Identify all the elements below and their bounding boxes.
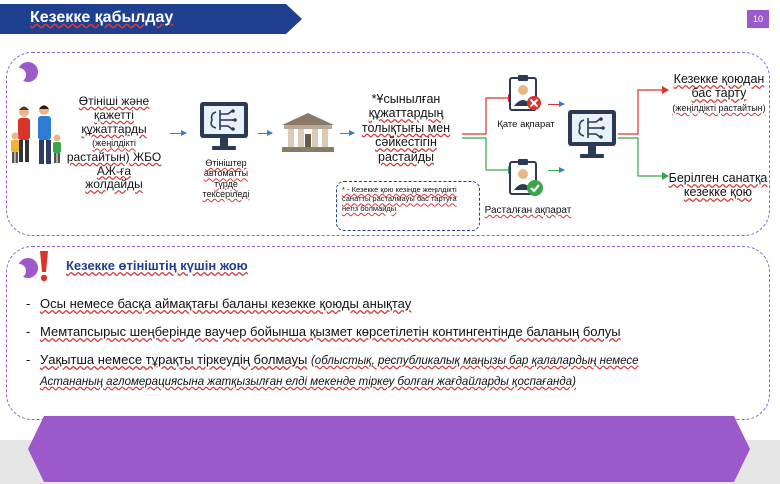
outcome-arrows	[616, 84, 670, 184]
computer-icon	[198, 100, 250, 154]
assigned-text: Берілген санатқа кезекке қою	[668, 171, 768, 200]
approved-document-icon	[508, 158, 546, 200]
list-item: - Мемтапсырыс шеңберінде ваучер бойынша қызмет көрсетілетін контингентінде баланың болуы	[26, 324, 621, 339]
flow-arrow	[170, 133, 186, 134]
page-title: Кезекке қабылдау	[30, 9, 174, 26]
flow-arrow	[548, 104, 564, 105]
refusal-text: Кезекке қоюдан бас тарту (жеңілдікті растайтын)	[672, 72, 766, 113]
list-item: - Уақытша немесе тұрақты тіркеудің болмауы (облыстық, республикалық маңызы бар қалалардың немесе	[26, 352, 639, 367]
footer-banner	[28, 416, 750, 482]
flow-arrow	[548, 170, 564, 171]
note-text: * - Кезекке қою кезінде жеңілдікті санатты расталмауы бас тартуға негіз болмайды	[342, 185, 457, 213]
rejected-document-icon	[508, 74, 544, 114]
building-icon	[280, 112, 336, 154]
list-item-note: Астананың агломерациясына жатқызылған елді мекенде тіркеу болған жағдайларды қоспағанда)	[40, 376, 576, 388]
applicant-text: Өтініші және қажетті құжаттарды (жеңілдікті растайтын) ЖБО АЖ-ға жолдайды	[66, 94, 162, 192]
flow-arrow	[258, 133, 272, 134]
list-item: - Осы немесе басқа аймақтағы баланы кезекке қоюды анықтау	[26, 296, 412, 311]
exclamation-icon	[38, 250, 50, 282]
error-notice-text: Қате ақпарат	[497, 119, 555, 130]
cancellation-heading: Кезекке өтініштің күшін жою	[66, 258, 248, 273]
computer-icon	[566, 108, 618, 162]
page-number: 10	[747, 10, 769, 28]
confirmed-notice-text: Расталған ақпарат	[484, 205, 572, 216]
family-icon	[8, 104, 64, 166]
verification-text: *Ұсынылған құжаттардың толықтығы мен сәйкестігін растайды	[361, 92, 451, 164]
panel-marker-icon	[18, 258, 38, 278]
auto-check-text: Өтініштер автоматты түрде тексеріледі	[202, 158, 250, 200]
panel-marker-icon	[18, 62, 38, 82]
